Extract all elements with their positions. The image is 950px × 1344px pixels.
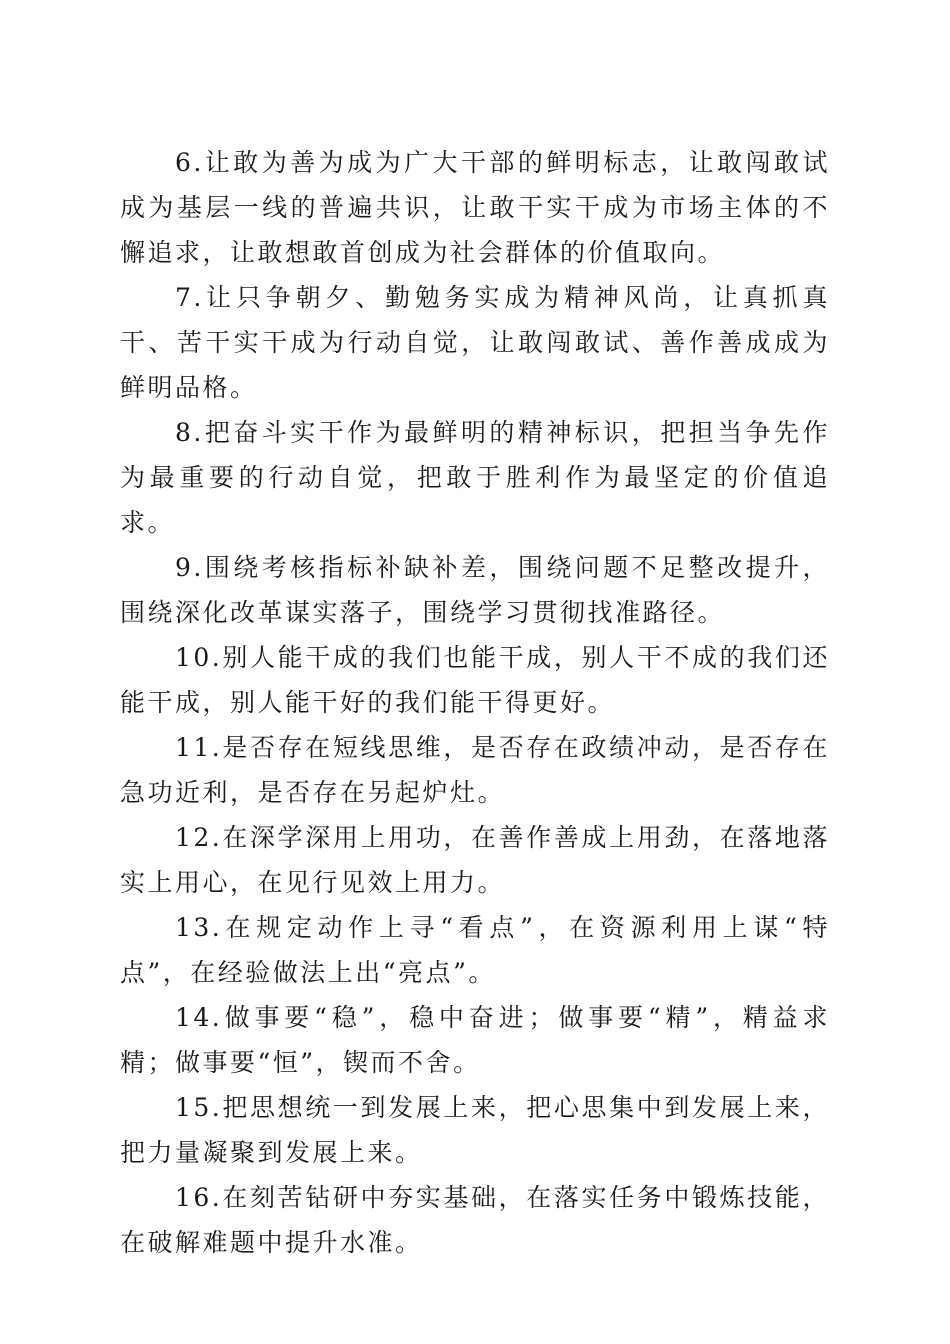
paragraph-15: 15.把思想统一到发展上来，把心思集中到发展上来，把力量凝聚到发展上来。 xyxy=(120,1093,830,1167)
paragraph-14: 14.做事要“稳”，稳中奋进；做事要“精”，精益求精；做事要“恒”，锲而不舍。 xyxy=(120,1003,830,1077)
paragraph-11: 11.是否存在短线思维，是否存在政绩冲动，是否存在急功近利，是否存在另起炉灶。 xyxy=(120,733,830,807)
paragraph-8: 8.把奋斗实干作为最鲜明的精神标识，把担当争先作为最重要的行动自觉，把敢于胜利作为最坚定的价值追求。 xyxy=(120,418,830,537)
paragraph-16: 16.在刻苦钻研中夯实基础，在落实任务中锻炼技能，在破解难题中提升水准。 xyxy=(120,1183,830,1257)
paragraph-6: 6.让敢为善为成为广大干部的鲜明标志，让敢闯敢试成为基层一线的普遍共识，让敢干实干成为市场主体的不懈追求，让敢想敢首创成为社会群体的价值取向。 xyxy=(120,148,830,267)
paragraph-13: 13.在规定动作上寻“看点”，在资源利用上谋“特点”，在经验做法上出“亮点”。 xyxy=(120,913,830,987)
paragraph-12: 12.在深学深用上用功，在善作善成上用劲，在落地落实上用心，在见行见效上用力。 xyxy=(120,823,830,897)
document-body xyxy=(120,140,830,1265)
paragraph-9: 9.围绕考核指标补缺补差，围绕问题不足整改提升，围绕深化改革谋实落子，围绕学习贯彻找准路径。 xyxy=(120,553,830,627)
paragraph-7: 7.让只争朝夕、勤勉务实成为精神风尚，让真抓真干、苦干实干成为行动自觉，让敢闯敢试、善作善成成为鲜明品格。 xyxy=(120,283,830,402)
paragraph-10: 10.别人能干成的我们也能干成，别人干不成的我们还能干成，别人能干好的我们能干得更好。 xyxy=(120,643,830,717)
